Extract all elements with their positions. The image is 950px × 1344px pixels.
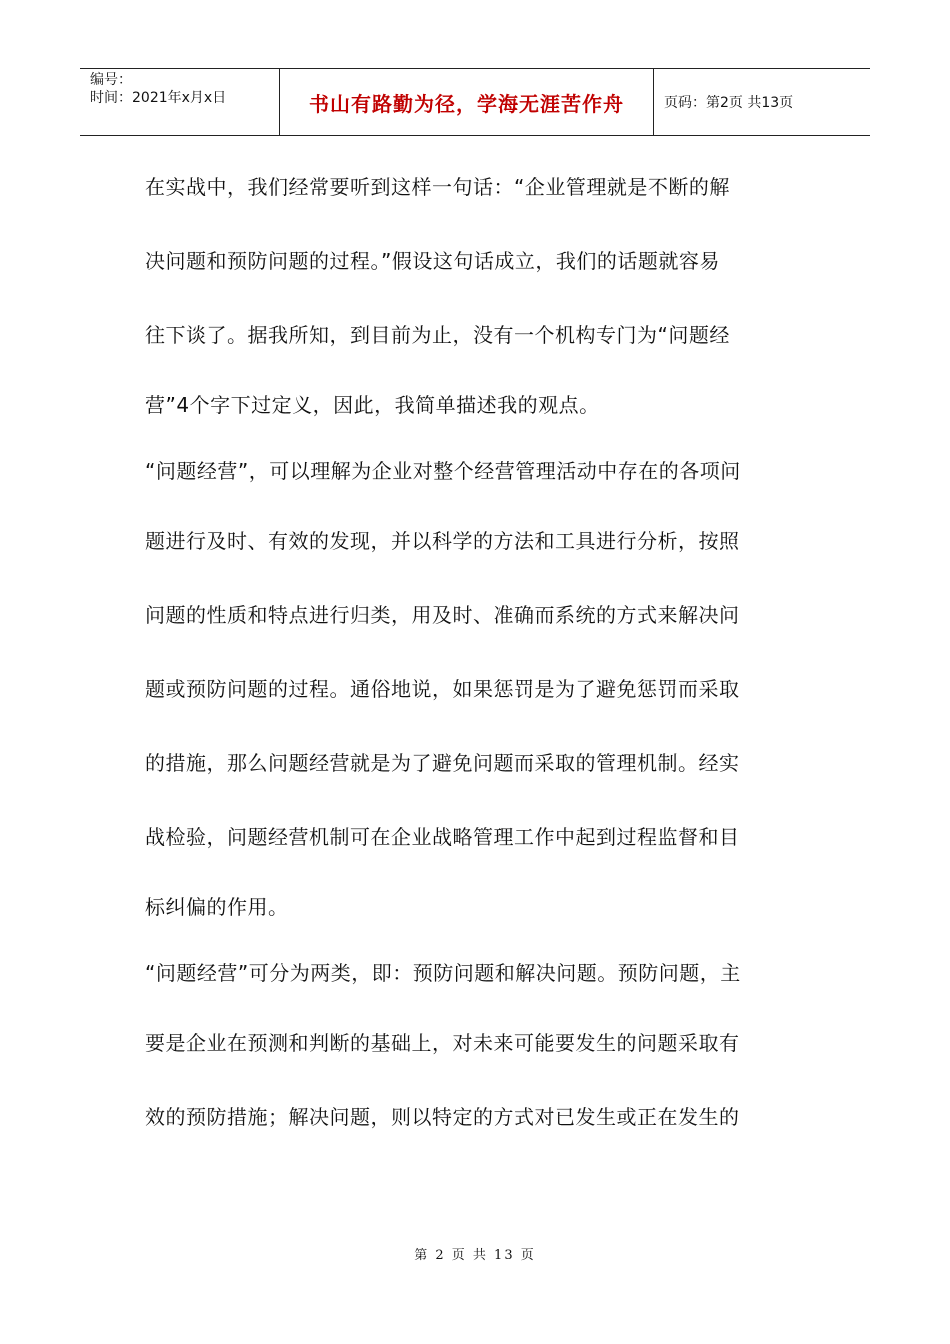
text-line: 要是企业在预测和判断的基础上，对未来可能要发生的问题采取有 [145, 1031, 740, 1055]
document-header [80, 68, 870, 136]
document-number-label: 编号： [90, 72, 132, 88]
document-time-label: 时间：2021年x月x日 [90, 90, 227, 106]
document-body [145, 150, 805, 1154]
header-page-info: 页码：第2页 共13页 [664, 95, 794, 111]
page-footer: 第 2 页 共 13 页 [414, 1248, 536, 1263]
text-line: 决问题和预防问题的过程。”假设这句话成立，我们的话题就容易 [145, 249, 720, 273]
text-line: 战检验，问题经营机制可在企业战略管理工作中起到过程监督和目 [145, 825, 740, 849]
header-meta [80, 69, 280, 135]
text-line: 效的预防措施；解决问题，则以特定的方式对已发生或正在发生的 [145, 1105, 740, 1129]
text-line: “问题经营”，可以理解为企业对整个经营管理活动中存在的各项问 [145, 459, 741, 483]
text-line: 题进行及时、有效的发现，并以科学的方法和工具进行分析，按照 [145, 529, 740, 553]
text-line: 的措施，那么问题经营就是为了避免问题而采取的管理机制。经实 [145, 751, 740, 775]
paragraph-2 [145, 438, 805, 940]
header-motto: 书山有路勤为径，学海无涯苦作舟 [280, 69, 654, 135]
text-line: 标纠偏的作用。 [145, 895, 289, 919]
text-line: 营”4个字下过定义，因此，我简单描述我的观点。 [145, 393, 600, 417]
text-line: 往下谈了。据我所知，到目前为止，没有一个机构专门为“问题经 [145, 323, 730, 347]
paragraph-3 [145, 940, 805, 1154]
paragraph-1 [145, 150, 805, 438]
text-line: “问题经营”可分为两类，即：预防问题和解决问题。预防问题，主 [145, 961, 741, 985]
text-line: 问题的性质和特点进行归类，用及时、准确而系统的方式来解决问 [145, 603, 740, 627]
text-line: 在实战中，我们经常要听到这样一句话：“企业管理就是不断的解 [145, 175, 730, 199]
text-line: 题或预防问题的过程。通俗地说，如果惩罚是为了避免惩罚而采取 [145, 677, 740, 701]
